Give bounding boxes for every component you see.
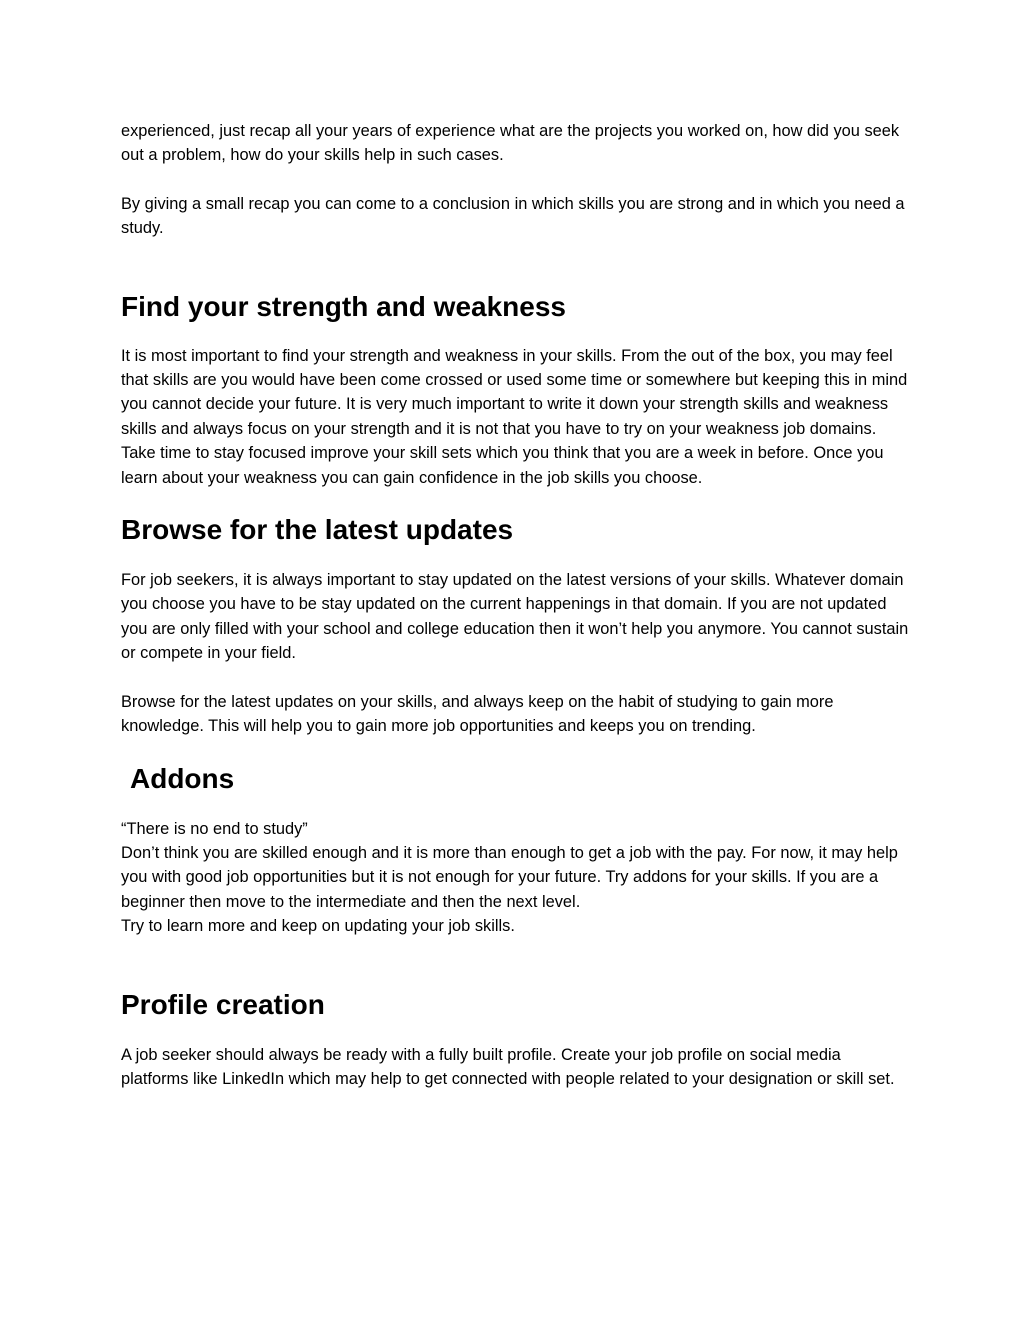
heading-strength-weakness: Find your strength and weakness [121, 290, 566, 322]
profile-paragraph: A job seeker should always be ready with a fully built profile. Create your job profile on social media platforms like LinkedIn which may help to get connected with people related to your designation or skill set. [121, 1045, 895, 1088]
updates-paragraph-2: Browse for the latest updates on your skills, and always keep on the habit of studying to gain more knowledge. This will help you to gain more job opportunities and keeps you on trending. [121, 692, 834, 736]
intro-paragraph-2: By giving a small recap you can come to a conclusion in which skills you are strong and in which you need a study. [121, 194, 905, 238]
heading-latest-updates: Browse for the latest updates [121, 514, 514, 546]
intro-paragraph-1: experienced, just recap all your years of experience what are the projects you worked on, how did you seek out a problem, how do your skills help in such cases. [121, 122, 900, 165]
heading-addons: Addons [130, 762, 235, 794]
updates-paragraph-1: For job seekers, it is always important to stay updated on the latest versions of your skills. Whatever domain you choose you have to be stay updated on the current happenings in that domain. If you are not updated you are only filled with your school and college education then it won’t help you anymore. You cannot sustain or compete in your field. [121, 571, 909, 663]
addons-quote: “There is no end to study” [121, 819, 308, 838]
addons-paragraph-2: Try to learn more and keep on updating your job skills. [121, 917, 515, 936]
heading-profile-creation: Profile creation [121, 988, 325, 1020]
addons-paragraph-1: Don’t think you are skilled enough and it is more than enough to get a job with the pay. For now, it may help you with good job opportunities but it is not enough for your future. Try addons for your skills. If you are a beginner then move to the intermediate and then the next level. [121, 843, 898, 911]
document-page [121, 119, 911, 1091]
strength-paragraph: It is most important to find your strength and weakness in your skills. From the out of the box, you may feel that skills are you would have been come crossed or used some time or somewhere but keeping this in mind you cannot decide your future. It is very much important to write it down your strength skills and weakness skills and always focus on your strength and it is not that you have to try on your weakness job domains. Take time to stay focused improve your skill sets which you think that you are a week in before. Once you learn about your weakness you can gain confidence in the job skills you choose. [121, 346, 908, 487]
